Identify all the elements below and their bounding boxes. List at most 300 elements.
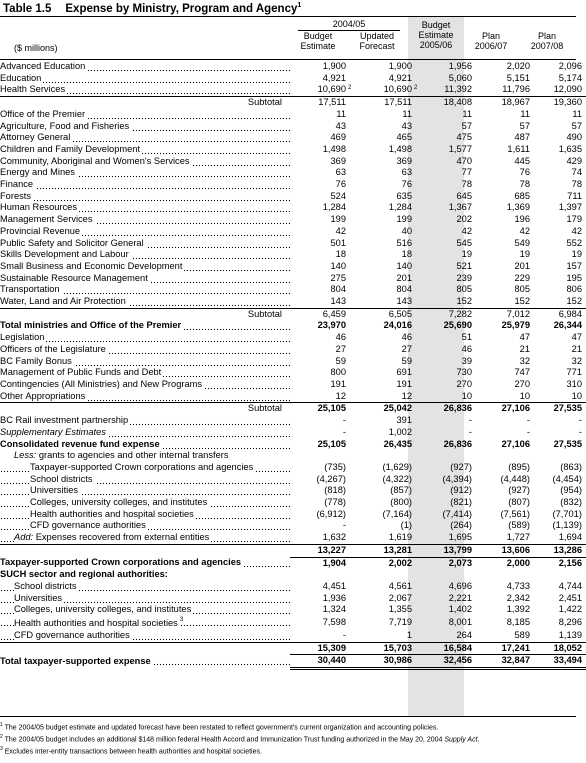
cell-value: 32,456 [416, 655, 476, 669]
cell-value: 195 [566, 272, 582, 283]
cell-value: 264 [456, 629, 472, 640]
table-row [0, 642, 586, 655]
cell-value: - [468, 426, 472, 437]
cell-value: 1,611 [507, 143, 530, 154]
row-label: Energy and Mines [0, 167, 290, 179]
table-row [0, 450, 586, 462]
cell-value: 7,598 [322, 617, 346, 628]
cell-value: 11 [520, 108, 530, 119]
cell-value: 27 [401, 343, 412, 354]
cell-value: 46 [401, 332, 412, 343]
row-label: CFD governance authorities [0, 520, 290, 532]
cell-value: 10 [571, 390, 582, 401]
table-row [0, 379, 586, 391]
cell-value: 391 [396, 415, 412, 426]
cell-value: 27,535 [553, 438, 582, 449]
row-label: Children and Family Development [0, 144, 290, 156]
cell-value: 7,012 [476, 308, 534, 320]
cell-value: 152 [566, 296, 582, 307]
row-label: Water, Land and Air Protection [0, 296, 290, 308]
cell-value: 140 [330, 260, 346, 271]
table-row [0, 655, 586, 669]
cell-value [534, 569, 586, 581]
cell-value: 27,106 [501, 438, 530, 449]
row-label: Contingencies (All Ministries) and New Programs [0, 379, 290, 391]
table-row [0, 497, 586, 509]
cell-value: 26,836 [416, 403, 476, 415]
cell-value: 1 [406, 629, 412, 640]
cell-value: 645 [456, 190, 472, 201]
cell-value: 19 [461, 249, 472, 260]
cell-value: - [578, 426, 582, 437]
cell-value: 17,241 [476, 642, 534, 655]
cell-value: 12 [335, 390, 346, 401]
cell-value: 191 [396, 378, 412, 389]
cell-value: 1,635 [558, 143, 582, 154]
row-label: BC Rail investment partnership [0, 415, 290, 427]
cell-value [290, 450, 350, 462]
title-footnote-marker: 1 [297, 2, 302, 9]
cell-value: 5,174 [558, 72, 582, 83]
cell-value: (7,414) [442, 508, 472, 519]
cell-value: 143 [396, 296, 412, 307]
cell-value: 32,847 [476, 655, 534, 669]
cell-value: 18,052 [534, 642, 586, 655]
table-row [0, 320, 586, 332]
cell-value: 1,956 [448, 61, 472, 71]
row-label: Human Resources [0, 202, 290, 214]
cell-value: 516 [396, 237, 412, 248]
cell-value: (895) [508, 461, 530, 472]
row-label: Supplementary Estimates [0, 427, 290, 439]
row-label: CFD governance authorities [0, 630, 290, 642]
cell-value: 18,967 [476, 97, 534, 109]
cell-value: 17,511 [290, 97, 350, 109]
cell-value: - [342, 415, 346, 426]
cell-value: 469 [330, 132, 346, 143]
col-header-budget-estimate-2004: Budget Estimate [300, 31, 336, 51]
cell-value: (800) [390, 497, 412, 508]
cell-value: 2,342 [506, 592, 530, 603]
cell-value: 1,002 [388, 426, 412, 437]
table-row [0, 403, 586, 415]
table-title [3, 2, 301, 15]
col-header-plan-2006: Plan 2006/07 [474, 31, 508, 51]
cell-value: 21 [519, 343, 530, 354]
cell-value: 4,921 [388, 72, 412, 83]
row-label: Sustainable Resource Management [0, 273, 290, 285]
cell-value: 545 [456, 237, 472, 248]
row-label: Officers of the Legislature [0, 344, 290, 356]
cell-value: 51 [461, 332, 472, 343]
cell-value: 691 [396, 367, 412, 378]
table-row [0, 109, 586, 121]
cell-value [416, 450, 476, 462]
cell-value: 47 [519, 332, 530, 343]
cell-value: 1,402 [448, 604, 472, 615]
cell-value: 429 [566, 155, 582, 166]
row-label: BC Family Bonus [0, 356, 290, 368]
cell-value: 552 [566, 237, 582, 248]
cell-value: 2,000 [476, 557, 534, 569]
cell-value: (1,139) [552, 520, 582, 531]
cell-value: 310 [566, 378, 582, 389]
cell-value: 201 [514, 260, 530, 271]
cell-value: 140 [396, 260, 412, 271]
cell-value: 804 [330, 284, 346, 295]
row-label: Consolidated revenue fund expense [0, 439, 290, 451]
row-label: Subtotal [0, 403, 290, 415]
cell-value: 40 [401, 225, 412, 236]
cell-value: 465 [396, 132, 412, 143]
row-label: Universities [0, 485, 290, 497]
table-row [0, 367, 586, 379]
row-label: Education [0, 73, 290, 85]
table-row [0, 144, 586, 156]
table-row [0, 121, 586, 133]
expense-table [0, 61, 586, 670]
cell-value: - [526, 426, 530, 437]
cell-value [350, 569, 416, 581]
cell-value: 25,105 [290, 403, 350, 415]
cell-value: (954) [560, 485, 582, 496]
row-label: Skills Development and Labour [0, 249, 290, 261]
cell-value: 11 [462, 108, 472, 119]
cell-value: 57 [519, 120, 530, 131]
cell-value: 2,067 [388, 592, 412, 603]
cell-value: 10 [519, 390, 530, 401]
cell-value: 76 [519, 167, 530, 178]
row-label: Total ministries and Office of the Premier [0, 320, 290, 332]
cell-value: 10,690 2 [317, 84, 352, 95]
cell-value: 152 [456, 296, 472, 307]
cell-value: (4,454) [552, 473, 582, 484]
cell-value: 39 [461, 355, 472, 366]
table-title-text: Expense by Ministry, Program and Agency [65, 2, 298, 15]
cell-value: 24,016 [383, 320, 412, 331]
cell-value: 270 [514, 378, 530, 389]
cell-value: 57 [571, 120, 582, 131]
row-label: Management of Public Funds and Debt [0, 367, 290, 379]
table-number: Table 1.5 [3, 2, 52, 15]
cell-value [290, 569, 350, 581]
cell-value: 1,695 [448, 532, 472, 543]
table-row [0, 97, 586, 109]
cell-value: 17,511 [350, 97, 416, 109]
cell-value: 143 [330, 296, 346, 307]
cell-value: 27 [335, 343, 346, 354]
cell-value: 4,696 [448, 580, 472, 591]
cell-value: 23,970 [317, 320, 346, 331]
cell-value: 4,921 [322, 72, 346, 83]
cell-value: (264) [450, 520, 472, 531]
cell-value: (4,322) [382, 473, 412, 484]
table-row [0, 356, 586, 368]
cell-value: 685 [514, 190, 530, 201]
cell-value: 32 [571, 355, 582, 366]
cell-value: - [526, 415, 530, 426]
col-header-plan-2007: Plan 2007/08 [530, 31, 564, 51]
cell-value: (1) [400, 520, 412, 531]
row-label: Public Safety and Solicitor General [0, 238, 290, 250]
cell-value: 13,799 [416, 544, 476, 557]
row-label: Colleges, university colleges, and institutes [0, 497, 290, 509]
cell-value: 805 [514, 284, 530, 295]
header-bottom-rule [0, 59, 576, 60]
cell-value: 2,096 [558, 61, 582, 71]
table-row [0, 202, 586, 214]
cell-value: 1,422 [558, 604, 582, 615]
footnote-1: $^1$ The 2004/05 budget estimate and updated forecast have been restated to reflect government's current organization and accounting policies. [0, 722, 439, 732]
cell-value: (735) [324, 461, 346, 472]
cell-value: (4,394) [442, 473, 472, 484]
cell-value: 25,105 [317, 438, 346, 449]
cell-value: 12 [401, 390, 412, 401]
cell-value: (927) [508, 485, 530, 496]
row-label: Community, Aboriginal and Women's Services [0, 156, 290, 168]
cell-value: 2,156 [534, 557, 586, 569]
cell-value: 13,281 [350, 544, 416, 557]
cell-value: 11 [402, 108, 412, 119]
cell-value: - [342, 426, 346, 437]
cell-value: 42 [335, 225, 346, 236]
cell-value: 57 [461, 120, 472, 131]
cell-value: 1,900 [322, 61, 346, 71]
cell-value: 487 [514, 132, 530, 143]
cell-value: 521 [456, 260, 472, 271]
row-label: Health authorities and hospital societies $^3$ [0, 616, 290, 630]
cell-value: - [578, 415, 582, 426]
table-row [0, 593, 586, 605]
cell-value: 4,733 [506, 580, 530, 591]
cell-value: 2,073 [416, 557, 476, 569]
cell-value: 15,309 [290, 642, 350, 655]
row-label: Subtotal [0, 97, 290, 109]
cell-value: 747 [514, 367, 530, 378]
cell-value: 4,451 [322, 580, 346, 591]
table-row [0, 509, 586, 521]
table-row [0, 581, 586, 593]
cell-value: 13,286 [534, 544, 586, 557]
cell-value: 26,344 [553, 320, 582, 331]
cell-value: 179 [566, 214, 582, 225]
cell-value: 18 [335, 249, 346, 260]
cell-value: 1,727 [506, 532, 530, 543]
row-label [0, 642, 290, 655]
cell-value: (589) [508, 520, 530, 531]
cell-value: 25,690 [443, 320, 472, 331]
cell-value: 229 [514, 272, 530, 283]
cell-value: (1,629) [382, 461, 412, 472]
table-row [0, 427, 586, 439]
cell-value: (6,912) [316, 508, 346, 519]
cell-value: 730 [456, 367, 472, 378]
cell-value: 6,505 [350, 308, 416, 320]
cell-value: 771 [566, 367, 582, 378]
cell-value: 1,694 [558, 532, 582, 543]
row-label: School districts [0, 581, 290, 593]
cell-value [416, 569, 476, 581]
cell-value: 11,796 [502, 84, 530, 95]
cell-value: 33,494 [534, 655, 586, 669]
cell-value: 589 [514, 629, 530, 640]
cell-value: 1,284 [322, 202, 346, 213]
row-label: Transportation [0, 284, 290, 296]
cell-value: 21 [571, 343, 582, 354]
header-span-2004-05 [290, 19, 408, 29]
cell-value: 78 [571, 179, 582, 190]
cell-value: 635 [396, 190, 412, 201]
table-row [0, 604, 586, 616]
cell-value: 369 [396, 155, 412, 166]
cell-value: - [468, 415, 472, 426]
cell-value: 46 [461, 343, 472, 354]
table-row [0, 132, 586, 144]
cell-value: 524 [330, 190, 346, 201]
cell-value: 63 [335, 167, 346, 178]
cell-value: 1,367 [448, 202, 472, 213]
cell-value: (7,561) [500, 508, 530, 519]
cell-value: 275 [330, 272, 346, 283]
table-row [0, 214, 586, 226]
cell-value: 2,221 [448, 592, 472, 603]
cell-value: 30,440 [290, 655, 350, 669]
cell-value: 201 [396, 272, 412, 283]
table-row [0, 191, 586, 203]
table-row [0, 156, 586, 168]
row-label: Health authorities and hospital societies [0, 509, 290, 521]
cell-value: 711 [567, 190, 582, 201]
cell-value: (7,164) [382, 508, 412, 519]
cell-value: 47 [571, 332, 582, 343]
units-label: ($ millions) [14, 43, 58, 53]
cell-value: 1,498 [322, 143, 346, 154]
cell-value: 5,151 [506, 72, 530, 83]
row-label: Health Services [0, 84, 290, 96]
cell-value: 11 [572, 108, 582, 119]
table-row [0, 557, 586, 569]
cell-value: 806 [566, 284, 582, 295]
cell-value: 501 [330, 237, 346, 248]
table-row [0, 532, 586, 544]
cell-value: 32 [519, 355, 530, 366]
table-row [0, 485, 586, 497]
row-label: Advanced Education [0, 61, 290, 73]
table-row [0, 226, 586, 238]
cell-value: 199 [396, 214, 412, 225]
table-row [0, 238, 586, 250]
cell-value [476, 450, 534, 462]
cell-value: 490 [566, 132, 582, 143]
table-row [0, 415, 586, 427]
cell-value: 18 [401, 249, 412, 260]
cell-value: 42 [571, 225, 582, 236]
row-label: Finance [0, 179, 290, 191]
cell-value: 805 [456, 284, 472, 295]
cell-value: 1,355 [388, 604, 412, 615]
cell-value: 25,979 [501, 320, 530, 331]
cell-value: 1,936 [322, 592, 346, 603]
table-row [0, 308, 586, 320]
cell-value: 63 [401, 167, 412, 178]
row-label: Less: grants to agencies and other internal transfers [14, 450, 229, 461]
cell-value: - [342, 629, 346, 640]
cell-value: 1,577 [448, 143, 472, 154]
row-label: Legislation [0, 332, 290, 344]
cell-value: 196 [514, 214, 530, 225]
table-row [0, 332, 586, 344]
cell-value: 202 [456, 214, 472, 225]
cell-value: 1,139 [558, 629, 582, 640]
row-label: Taxpayer-supported Crown corporations and agencies [0, 557, 290, 569]
table-row [0, 261, 586, 273]
table-row [0, 462, 586, 474]
cell-value: 8,296 [558, 617, 582, 628]
table-row [0, 284, 586, 296]
cell-value: (807) [508, 497, 530, 508]
cell-value: (7,701) [552, 508, 582, 519]
cell-value: 239 [456, 272, 472, 283]
cell-value: 7,282 [416, 308, 476, 320]
cell-value: 78 [461, 179, 472, 190]
cell-value: 445 [514, 155, 530, 166]
cell-value: 26,836 [443, 438, 472, 449]
cell-value: 19 [571, 249, 582, 260]
cell-value: 1,619 [388, 532, 412, 543]
cell-value: 4,561 [388, 580, 412, 591]
cell-value: (4,267) [316, 473, 346, 484]
row-label: Subtotal [0, 308, 290, 320]
cell-value: 2,002 [350, 557, 416, 569]
cell-value: 152 [514, 296, 530, 307]
column-header [0, 17, 576, 59]
cell-value: (821) [450, 497, 472, 508]
cell-value: 1,369 [506, 202, 530, 213]
cell-value: 30,986 [350, 655, 416, 669]
cell-value: 6,984 [534, 308, 586, 320]
footnote-2: $^2$ The 2004/05 budget includes an additional $148 million federal Health Accord and Immunization Trust funding authorized in the May 20, 2004 Supply Act. [0, 734, 480, 744]
cell-value: 76 [335, 179, 346, 190]
cell-value: (912) [450, 485, 472, 496]
table-row [0, 167, 586, 179]
cell-value: 59 [401, 355, 412, 366]
cell-value: 26,435 [383, 438, 412, 449]
cell-value: 19 [519, 249, 530, 260]
cell-value: 270 [456, 378, 472, 389]
cell-value: - [342, 520, 346, 531]
table-row [0, 61, 586, 73]
row-label: Office of the Premier [0, 109, 290, 121]
footnote-3: $^3$ Excludes inter-entity transactions between health authorities and hospital societies. [0, 746, 262, 756]
cell-value: 15,703 [350, 642, 416, 655]
cell-value: 7,719 [388, 617, 412, 628]
cell-value: 1,324 [322, 604, 346, 615]
cell-value: 12,090 [553, 84, 582, 95]
cell-value: 59 [335, 355, 346, 366]
cell-value: 10 [461, 390, 472, 401]
cell-value: 27,106 [476, 403, 534, 415]
cell-value: 13,606 [476, 544, 534, 557]
cell-value: 11,392 [444, 84, 472, 95]
cell-value: 10,690 2 [383, 84, 418, 95]
cell-value: 1,284 [388, 202, 412, 213]
table-row [0, 179, 586, 191]
cell-value: 1,498 [388, 143, 412, 154]
cell-value: 27,535 [534, 403, 586, 415]
row-label: Other Appropriations [0, 391, 290, 403]
cell-value: 13,227 [290, 544, 350, 557]
row-label: Colleges, university colleges, and institutes [0, 604, 290, 616]
